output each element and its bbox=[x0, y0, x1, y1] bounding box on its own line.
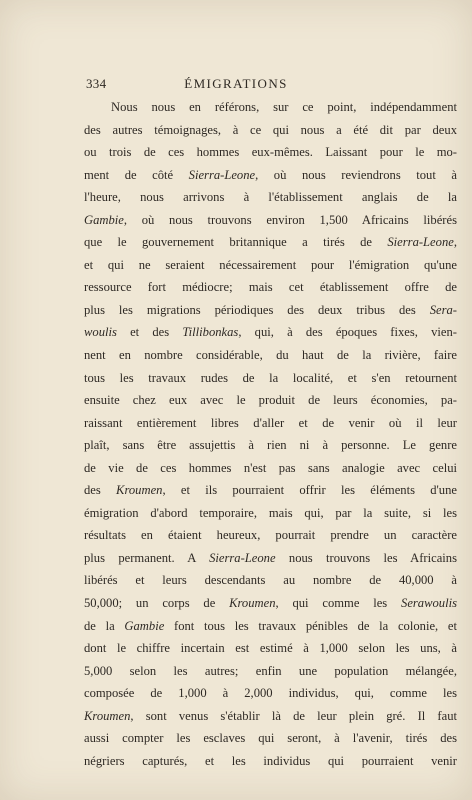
text-line bbox=[84, 434, 457, 457]
text-line bbox=[84, 502, 457, 525]
text-line bbox=[84, 389, 457, 412]
italic-term: Sierra-Leone bbox=[209, 550, 276, 565]
text-segment: et des bbox=[116, 325, 183, 340]
italic-term: Sierra-Leone bbox=[387, 235, 454, 250]
text-line bbox=[84, 321, 457, 344]
text-segment: des bbox=[84, 483, 117, 498]
text-segment: et qui ne seraient nécessairement pour l'émigration qu'une bbox=[84, 257, 457, 272]
italic-term: Sierra-Leone bbox=[188, 167, 256, 182]
text-segment: nent en nombre considérable, du haut de la rivière, faire bbox=[84, 348, 457, 363]
italic-term: woulis bbox=[84, 325, 117, 340]
italic-term: Serawoulis bbox=[401, 596, 457, 611]
body-text bbox=[84, 96, 457, 772]
text-segment: , sont venus s'établir là de leur plein gré. Il faut bbox=[130, 708, 457, 723]
text-segment: dont le chiffre incertain est estimé à 1,000 selon les uns, à bbox=[84, 641, 457, 656]
text-line bbox=[84, 299, 457, 322]
text-segment: que le gouvernement britannique a tirés de bbox=[84, 235, 388, 250]
text-line bbox=[84, 547, 457, 570]
text-line bbox=[84, 569, 457, 592]
text-line bbox=[84, 615, 457, 638]
italic-term: Tillibonkas bbox=[182, 325, 239, 340]
text-line bbox=[84, 141, 457, 164]
text-segment: 5,000 selon les autres; enfin une population mélangée, bbox=[84, 663, 457, 678]
text-segment: plus permanent. A bbox=[84, 550, 210, 565]
text-segment: ensuite chez eux avec le produit de leurs économies, pa- bbox=[84, 393, 457, 408]
text-segment: , bbox=[453, 235, 457, 250]
text-segment: composée de 1,000 à 2,000 individus, qui, comme les bbox=[84, 686, 457, 701]
text-segment: de la bbox=[84, 618, 125, 633]
text-segment: ou trois de ces hommes eux-mêmes. Laissant pour le mo- bbox=[84, 145, 457, 160]
page-number: 334 bbox=[86, 76, 107, 91]
text-line bbox=[84, 367, 457, 390]
text-line bbox=[84, 164, 457, 187]
text-segment: plaît, sans être assujettis à rien ni à personne. Le genre bbox=[84, 438, 457, 453]
text-line bbox=[84, 457, 457, 480]
text-segment: négriers capturés, et les individus qui pourraient venir bbox=[84, 753, 457, 768]
text-line bbox=[84, 705, 457, 728]
text-line bbox=[84, 119, 457, 142]
text-line bbox=[84, 592, 457, 615]
text-segment: nous trouvons les Africains bbox=[275, 550, 457, 565]
text-segment: font tous les travaux pénibles de la colonie, et bbox=[164, 618, 457, 633]
text-line bbox=[84, 254, 457, 277]
text-line bbox=[84, 479, 457, 502]
text-segment: raissant entièrement libres d'aller et de venir où il leur bbox=[84, 415, 457, 430]
text-segment: des autres témoignages, à ce qui nous a été dit par deux bbox=[84, 122, 457, 137]
text-segment: résultats en étaient heureux, pourrait prendre un caractère bbox=[84, 528, 457, 543]
text-line bbox=[84, 412, 457, 435]
text-line bbox=[84, 637, 457, 660]
italic-term: Sera- bbox=[429, 302, 457, 317]
text-segment: l'heure, nous arrivons à l'établissement anglais de la bbox=[84, 190, 457, 205]
text-segment: de vie de ces hommes n'est pas sans analogie avec celui bbox=[84, 460, 457, 475]
text-segment: aussi compter les esclaves qui seront, à l'avenir, tirés des bbox=[84, 731, 457, 746]
italic-term: Kroumen bbox=[84, 708, 131, 723]
text-segment: plus les migrations périodiques des deux tribus des bbox=[84, 302, 430, 317]
italic-term: Gambie bbox=[124, 618, 165, 633]
text-segment: , où nous reviendrons tout à bbox=[255, 167, 457, 182]
text-line bbox=[84, 750, 457, 773]
page-header bbox=[0, 74, 472, 96]
text-segment: , où nous trouvons environ 1,500 Africains libérés bbox=[123, 212, 457, 227]
text-line bbox=[84, 727, 457, 750]
text-line bbox=[84, 660, 457, 683]
text-line bbox=[84, 209, 457, 232]
text-segment: Nous nous en référons, sur ce point, indépendamment bbox=[111, 100, 457, 114]
italic-term: Kroumen bbox=[116, 483, 163, 498]
text-line bbox=[84, 276, 457, 299]
text-segment: tous les travaux rudes de la localité, et s'en retournent bbox=[84, 370, 457, 385]
text-segment: , et ils pourraient offrir les éléments d'une bbox=[162, 483, 457, 498]
running-title: ÉMIGRATIONS bbox=[184, 76, 288, 91]
text-segment: , qui, à des époques fixes, vien- bbox=[238, 325, 457, 340]
text-line bbox=[84, 186, 457, 209]
text-segment: , qui comme les bbox=[275, 596, 402, 611]
italic-term: Kroumen bbox=[229, 596, 276, 611]
text-segment: ressource fort médiocre; mais cet établissement offre de bbox=[84, 280, 457, 295]
text-line bbox=[84, 344, 457, 367]
italic-term: Gambie bbox=[84, 212, 124, 227]
text-segment: 50,000; un corps de bbox=[84, 596, 230, 611]
text-segment: émigration d'abord temporaire, mais qui, par la suite, si les bbox=[84, 505, 457, 520]
text-line bbox=[84, 231, 457, 254]
text-line bbox=[84, 682, 457, 705]
text-segment: ment de côté bbox=[84, 167, 189, 182]
text-line bbox=[84, 524, 457, 547]
text-line bbox=[84, 96, 457, 119]
text-segment: libérés et leurs descendants au nombre de 40,000 à bbox=[84, 573, 457, 588]
